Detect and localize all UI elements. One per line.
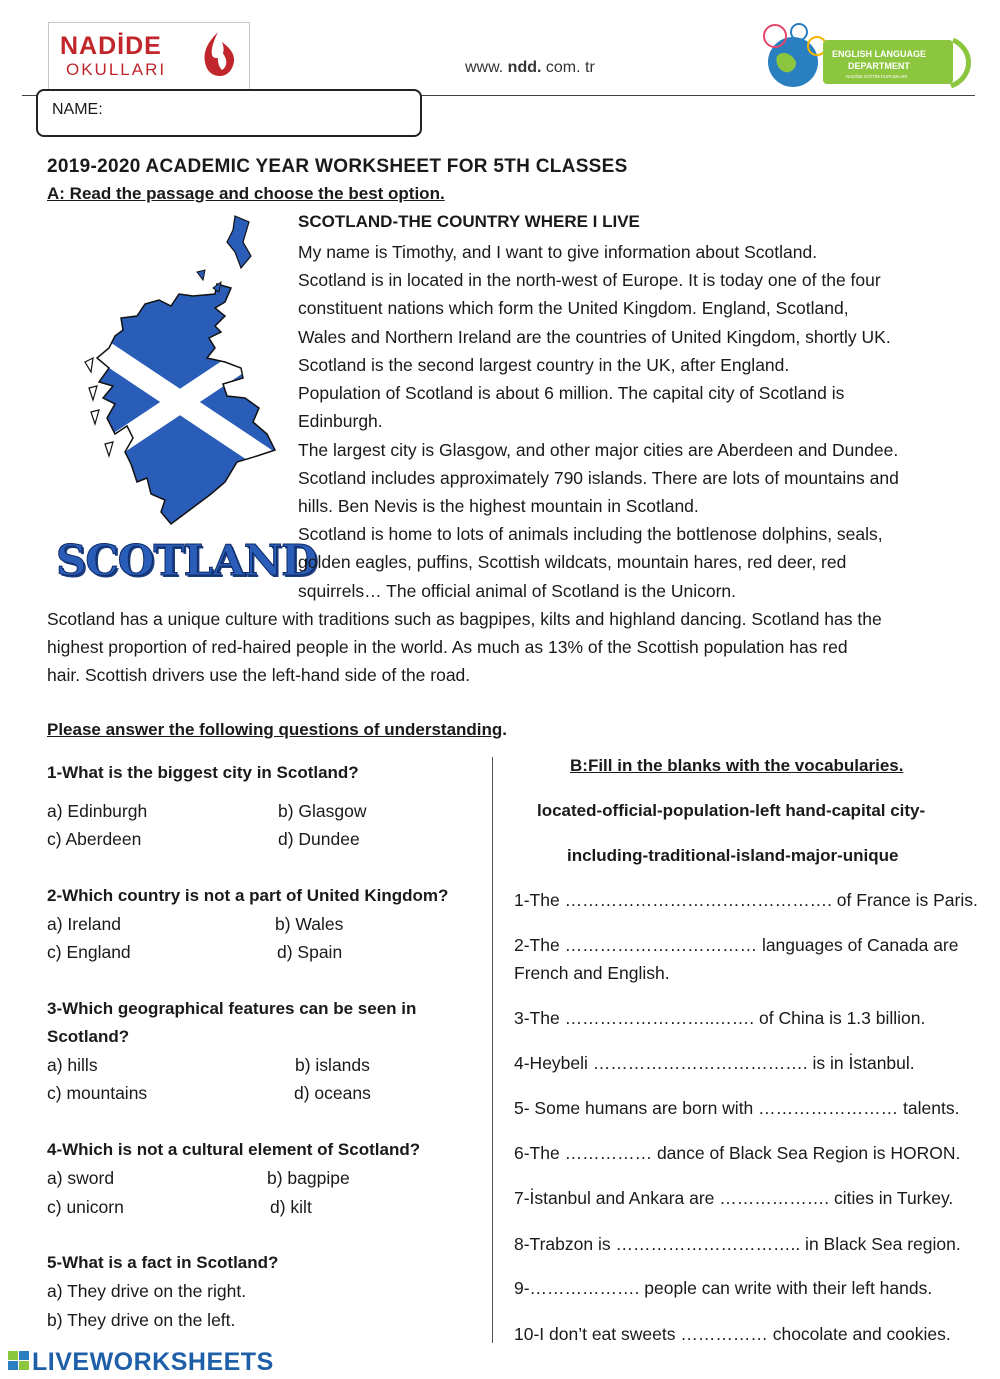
fill-blank-5[interactable]: 5- Some humans are born with …………………… talents.	[514, 1098, 960, 1118]
option-1c[interactable]: c) Aberdeen	[47, 829, 142, 849]
option-5b[interactable]: b) They drive on the left.	[47, 1310, 236, 1330]
section-b-heading: B:Fill in the blanks with the vocabularies.	[570, 756, 904, 775]
option-4b[interactable]: b) bagpipe	[267, 1168, 350, 1188]
flame-icon	[192, 28, 244, 84]
school-logo-sub: OKULLARI	[66, 60, 167, 79]
passage-title: SCOTLAND-THE COUNTRY WHERE I LIVE	[298, 212, 640, 231]
fill-blank-8[interactable]: 8-Trabzon is ………………………….. in Black Sea region.	[514, 1234, 961, 1254]
option-5a[interactable]: a) They drive on the right.	[47, 1281, 247, 1301]
option-1b[interactable]: b) Glasgow	[278, 801, 367, 821]
passage-line: Scotland includes approximately 790 islands. There are lots of mountains and	[298, 468, 899, 488]
passage-line: Scotland is home to lots of animals including the bottlenose dolphins, seals,	[298, 524, 883, 544]
option-1d[interactable]: d) Dundee	[278, 829, 360, 849]
passage-line: Wales and Northern Ireland are the countries of United Kingdom, shortly UK.	[298, 327, 891, 347]
option-4d[interactable]: d) kilt	[270, 1197, 312, 1217]
question-3-cont: Scotland?	[47, 1027, 130, 1046]
question-3: 3-Which geographical features can be seen in	[47, 999, 417, 1018]
option-3a[interactable]: a) hills	[47, 1055, 98, 1075]
passage-line: Scotland is in located in the north-west of Europe. It is today one of the four	[298, 270, 881, 290]
fill-blank-4[interactable]: 4-Heybeli ………………………………. is in İstanbul.	[514, 1053, 915, 1073]
liveworksheets-icon	[8, 1351, 30, 1371]
passage-line: The largest city is Glasgow, and other major cities are Aberdeen and Dundee.	[298, 440, 899, 460]
question-1: 1-What is the biggest city in Scotland?	[47, 763, 359, 782]
passage-line: golden eagles, puffins, Scottish wildcats, mountain hares, red deer, red	[298, 552, 847, 572]
worksheet-title: 2019-2020 ACADEMIC YEAR WORKSHEET FOR 5TH CLASSES	[47, 156, 628, 177]
dept-logo-line3: NADİDE EĞİTİM KURUMLARI	[846, 74, 908, 79]
liveworksheets-logo[interactable]: LIVEWORKSHEETS	[32, 1348, 274, 1376]
fill-blank-10[interactable]: 10-I don’t eat sweets …………… chocolate and cookies.	[514, 1324, 951, 1344]
fill-blank-1[interactable]: 1-The ………………………………………. of France is Paris.	[514, 890, 978, 910]
school-logo-name: NADİDE	[60, 32, 162, 60]
question-5: 5-What is a fact in Scotland?	[47, 1253, 279, 1272]
option-3d[interactable]: d) oceans	[294, 1083, 371, 1103]
passage-line: highest proportion of red-haired people in the world. As much as 13% of the Scottish population has red	[47, 637, 848, 657]
option-2d[interactable]: d) Spain	[277, 942, 343, 962]
option-2c[interactable]: c) England	[47, 942, 131, 962]
question-4: 4-Which is not a cultural element of Scotland?	[47, 1140, 421, 1159]
option-2a[interactable]: a) Ireland	[47, 914, 121, 934]
name-label: NAME:	[52, 101, 103, 118]
option-3c[interactable]: c) mountains	[47, 1083, 148, 1103]
scotland-flag-map	[75, 212, 285, 532]
map-title: SCOTLAND	[56, 536, 317, 585]
dept-logo-line1: ENGLISH LANGUAGE	[832, 49, 927, 59]
section-a-heading: A: Read the passage and choose the best option.	[47, 184, 445, 203]
passage-line: My name is Timothy, and I want to give information about Scotland.	[298, 242, 818, 262]
school-url[interactable]: www. ndd. com. tr	[465, 59, 595, 76]
option-3b[interactable]: b) islands	[295, 1055, 370, 1075]
passage-line: Scotland has a unique culture with traditions such as bagpipes, kilts and highland dancing. Scotland has the	[47, 609, 882, 629]
understanding-heading: Please answer the following questions of understanding.	[47, 720, 508, 739]
vocabulary-list: located-official-population-left hand-capital city-	[537, 801, 926, 820]
fill-blank-3[interactable]: 3-The ……………………..……. of China is 1.3 billion.	[514, 1008, 926, 1028]
fill-blank-7[interactable]: 7-İstanbul and Ankara are ………………. cities in Turkey.	[514, 1188, 954, 1208]
passage-line: hair. Scottish drivers use the left-hand side of the road.	[47, 665, 471, 685]
fill-blank-9[interactable]: 9-………………. people can write with their left hands.	[514, 1278, 933, 1298]
passage-line: Population of Scotland is about 6 million. The capital city of Scotland is	[298, 383, 845, 403]
passage-line: constituent nations which form the United Kingdom. England, Scotland,	[298, 298, 849, 318]
option-1a[interactable]: a) Edinburgh	[47, 801, 148, 821]
passage-line: squirrels… The official animal of Scotland is the Unicorn.	[298, 581, 737, 601]
vocabulary-list: including-traditional-island-major-unique	[567, 846, 899, 865]
passage-line: Scotland is the second largest country in the UK, after England.	[298, 355, 790, 375]
passage-line: hills. Ben Nevis is the highest mountain in Scotland.	[298, 496, 699, 516]
fill-blank-2-cont: French and English.	[514, 963, 670, 983]
column-divider	[492, 757, 493, 1343]
passage-line: Edinburgh.	[298, 411, 383, 431]
fill-blank-2[interactable]: 2-The …………………………… languages of Canada are	[514, 935, 959, 955]
question-2: 2-Which country is not a part of United Kingdom?	[47, 886, 449, 905]
dept-logo-line2: DEPARTMENT	[848, 61, 910, 71]
fill-blank-6[interactable]: 6-The …………… dance of Black Sea Region is HORON.	[514, 1143, 961, 1163]
option-4a[interactable]: a) sword	[47, 1168, 115, 1188]
option-2b[interactable]: b) Wales	[275, 914, 344, 934]
option-4c[interactable]: c) unicorn	[47, 1197, 124, 1217]
